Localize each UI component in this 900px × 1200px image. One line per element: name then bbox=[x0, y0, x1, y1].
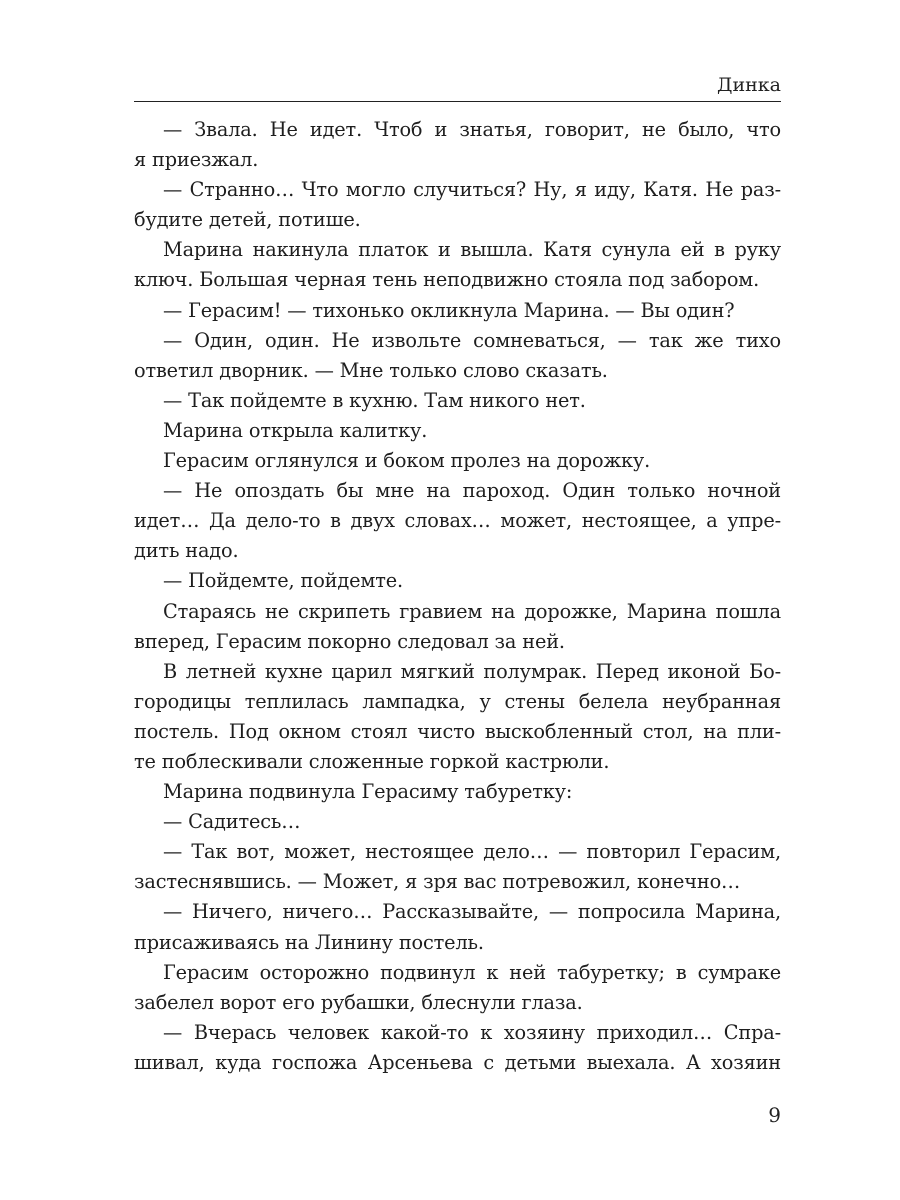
body-text bbox=[134, 115, 781, 1078]
text-line: ответил дворник. — Мне только слово сказать. bbox=[134, 358, 608, 382]
text-line: Марина подвинула Герасиму табуретку: bbox=[163, 780, 573, 804]
text-line: будите детей, потише. bbox=[134, 208, 361, 232]
text-line: Марина открыла калитку. bbox=[163, 418, 428, 442]
text-line: — Не опоздать бы мне на пароход. Один только ночной bbox=[163, 479, 781, 503]
text-line: — Садитесь… bbox=[163, 810, 301, 834]
text-line: дить надо. bbox=[134, 539, 239, 563]
text-line: вперед, Герасим покорно следовал за ней. bbox=[134, 629, 565, 653]
text-line: я приезжал. bbox=[134, 148, 259, 172]
text-line: — Пойдемте, пойдемте. bbox=[163, 569, 403, 593]
text-line: постель. Под окном стоял чисто выскобленный стол, на пли- bbox=[134, 719, 781, 743]
text-line: В летней кухне царил мягкий полумрак. Перед иконой Бо- bbox=[163, 659, 781, 683]
header-rule bbox=[134, 101, 781, 102]
text-line: — Так вот, может, нестоящее дело… — повторил Герасим, bbox=[163, 840, 781, 864]
text-line: — Ничего, ничего… Рассказывайте, — попросила Марина, bbox=[163, 900, 781, 924]
text-line: Герасим оглянулся и боком пролез на дорожку. bbox=[163, 449, 651, 473]
text-line: ключ. Большая черная тень неподвижно стояла под забором. bbox=[134, 268, 760, 292]
text-line: Герасим осторожно подвинул к ней табуретку; в сумраке bbox=[163, 960, 781, 984]
text-line: застеснявшись. — Может, я зря вас потревожил, конечно… bbox=[134, 870, 741, 894]
text-line: присаживаясь на Линину постель. bbox=[134, 930, 484, 954]
running-head-title: Динка bbox=[717, 74, 781, 96]
text-line: Марина накинула платок и вышла. Катя сунула ей в руку bbox=[163, 238, 781, 262]
text-line: — Странно… Что могло случиться? Ну, я иду, Катя. Не раз- bbox=[163, 178, 781, 202]
text-line: — Герасим! — тихонько окликнула Марина. — Вы один? bbox=[163, 298, 735, 322]
text-line: идет… Да дело-то в двух словах… может, нестоящее, а упре- bbox=[134, 509, 781, 533]
text-line: забелел ворот его рубашки, блеснули глаза. bbox=[134, 990, 583, 1014]
text-line: те поблескивали сложенные горкой кастрюли. bbox=[134, 749, 610, 773]
text-line: шивал, куда госпожа Арсеньева с детьми выехала. А хозяин bbox=[134, 1050, 781, 1074]
page-number: 9 bbox=[768, 1103, 781, 1127]
text-line: — Один, один. Не извольте сомневаться, — так же тихо bbox=[163, 328, 781, 352]
text-line: — Так пойдемте в кухню. Там никого нет. bbox=[163, 388, 586, 412]
text-line: — Звала. Не идет. Чтоб и знатья, говорит, не было, что bbox=[163, 118, 781, 141]
text-line: — Вчерась человек какой-то к хозяину приходил… Спра- bbox=[163, 1020, 781, 1044]
text-line: городицы теплилась лампадка, у стены белела неубранная bbox=[134, 689, 781, 713]
text-line: Стараясь не скрипеть гравием на дорожке, Марина пошла bbox=[163, 599, 781, 623]
